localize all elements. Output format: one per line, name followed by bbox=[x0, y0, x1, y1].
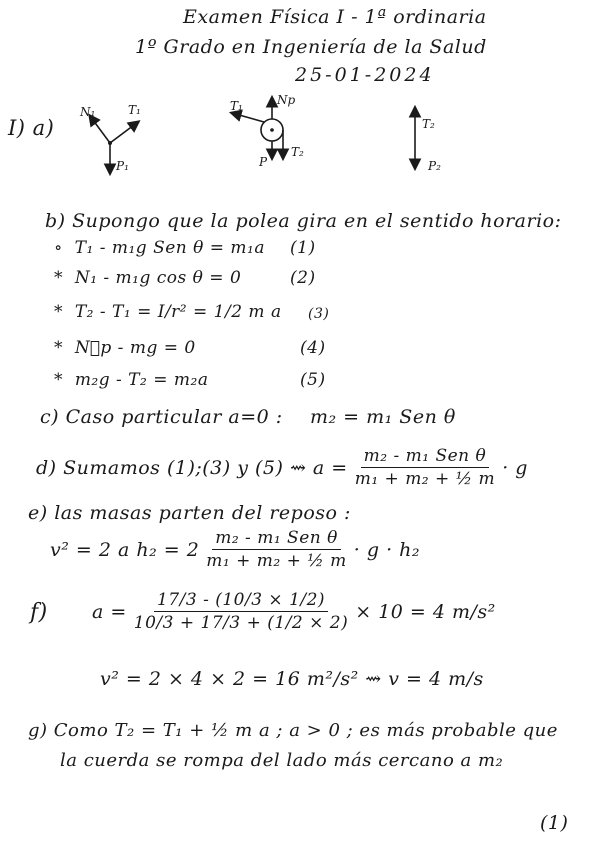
label-p: P bbox=[259, 155, 268, 169]
label-t1-a: T₁ bbox=[128, 103, 141, 117]
label-t2-c: T₂ bbox=[422, 117, 435, 131]
label-p2: P₂ bbox=[428, 159, 441, 173]
section-e-intro: e) las masas parten del reposo : bbox=[28, 502, 351, 524]
block-1-diagram bbox=[79, 103, 141, 173]
pulley-diagram bbox=[230, 93, 304, 169]
section-e-equation: v² = 2 a h₂ = 2 $\frac{\text{m₂ - m₁ Sen θ}}{\text{m₁ + m₂ + ½ m}}$ · g · h₂ bbox=[50, 528, 420, 571]
label-t2-b: T₂ bbox=[291, 145, 304, 159]
label-n1: N₁ bbox=[80, 105, 96, 119]
label-np: Np bbox=[277, 93, 296, 107]
equation-5: * m₂g - T₂ = m₂a (5) bbox=[54, 370, 326, 390]
equation-4: * N⃗p - mg = 0 (4) bbox=[54, 338, 326, 358]
equation-3: * T₂ - T₁ = I/r² = 1/2 m a (3) bbox=[54, 302, 330, 322]
page-number: (1) bbox=[540, 812, 569, 834]
label-p1: P₁ bbox=[116, 159, 129, 173]
block-2-diagram bbox=[415, 108, 441, 173]
section-b-intro: b) Supongo que la polea gira en el sentido horario: bbox=[45, 210, 562, 232]
section-f-velocity: v² = 2 × 4 × 2 = 16 m²/s² ⇝ v = 4 m/s bbox=[100, 668, 484, 690]
exam-date: 25-01-2024 bbox=[295, 64, 435, 86]
equation-2: * N₁ - m₁g cos θ = 0 (2) bbox=[54, 268, 316, 288]
section-f-equation: a = $\frac{17/3 - (10/3 \times 1/2)}{10/3 + 17/3 + (1/2 \times 2)}$ × 10 = 4 m/s² bbox=[92, 590, 496, 633]
section-f-marker: f) bbox=[30, 600, 48, 625]
section-g-line-2: la cuerda se rompa del lado más cercano a m₂ bbox=[60, 750, 504, 771]
section-c: c) Caso particular a=0 : m₂ = m₁ Sen θ bbox=[40, 406, 456, 428]
free-body-diagrams bbox=[60, 88, 480, 188]
label-t1-b: T₁ bbox=[230, 99, 243, 113]
section-g-line-1: g) Como T₂ = T₁ + ½ m a ; a > 0 ; es más probable que bbox=[28, 720, 558, 741]
equation-1: ∘ T₁ - m₁g Sen θ = m₁a (1) bbox=[54, 238, 316, 258]
degree-line: 1º Grado en Ingeniería de la Salud bbox=[135, 36, 487, 58]
section-a-marker: I) a) bbox=[8, 116, 55, 140]
section-d: d) Sumamos (1);(3) y (5) ⇝ a = $\frac{\text{m₂ - m₁ Sen θ}}{\text{m₁ + m₂ + ½ m}}$ · g bbox=[36, 446, 528, 489]
exam-title: Examen Física I - 1ª ordinaria bbox=[183, 6, 487, 28]
